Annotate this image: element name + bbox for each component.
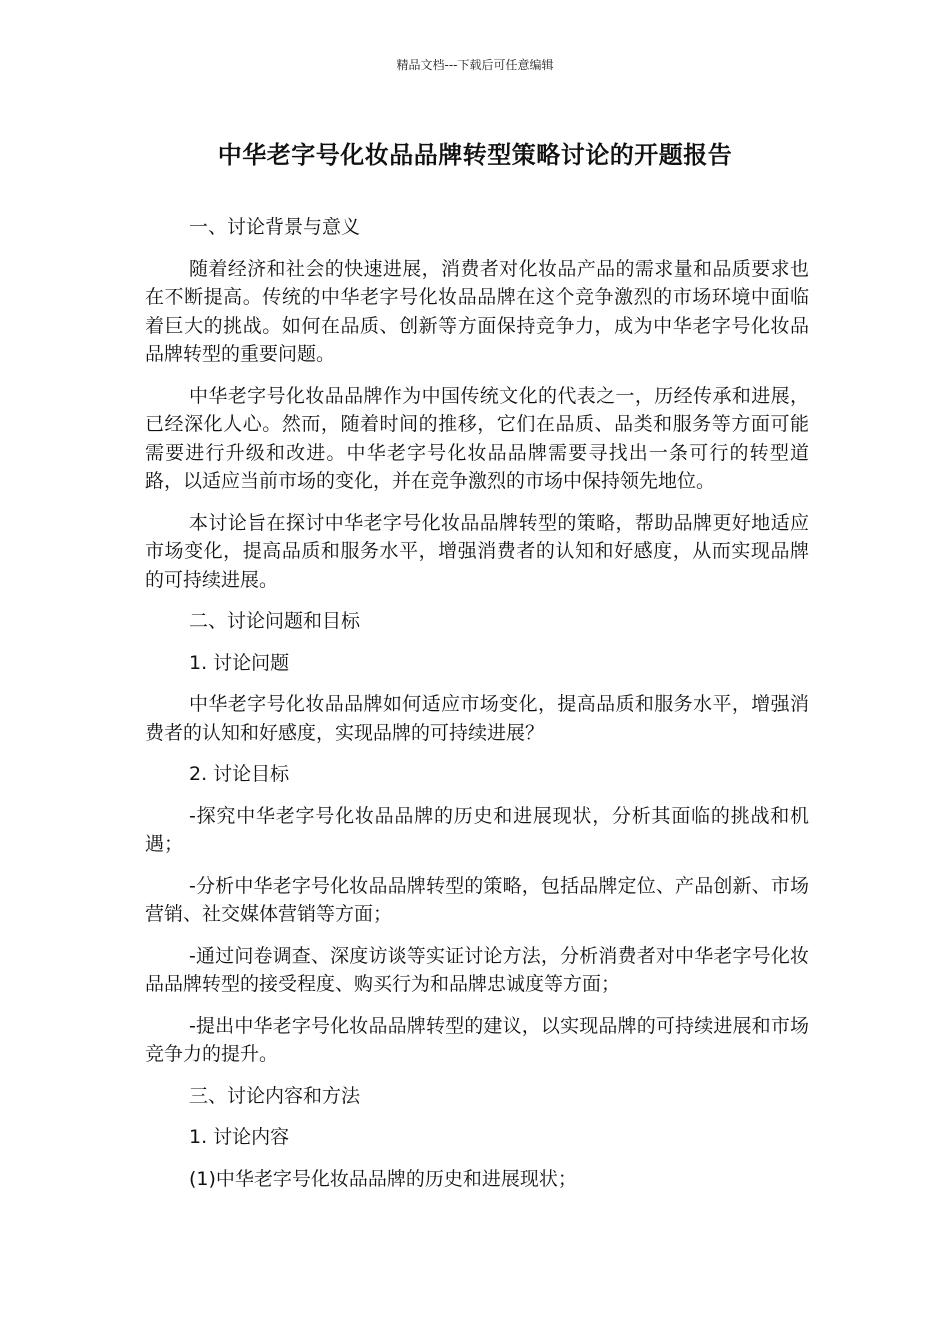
paragraph-background-2: 中华老字号化妆品品牌作为中国传统文化的代表之一，历经传承和进展，已经深化人心。然而，随着时间的推移，它们在品质、品类和服务等方面可能需要进行升级和改进。中华老字号化妆品品牌需要寻找出一条可行的转型道路，以适应当前市场的变化，并在竞争激烈的市场中保持领先地位。 [145,384,809,492]
paragraph-question: 中华老字号化妆品品牌如何适应市场变化，提高品质和服务水平，增强消费者的认知和好感度，实现品牌的可持续进展？ [145,693,809,744]
document-body [145,213,809,1206]
subheading-goals: 2. 讨论目标 [189,763,290,785]
goal-item-1: -探究中华老字号化妆品品牌的历史和进展现状，分析其面临的挑战和机遇； [145,804,809,855]
goal-item-3: -通过问卷调查、深度访谈等实证讨论方法，分析消费者对中华老字号化妆品品牌转型的接受程度、购买行为和品牌忠诚度等方面； [145,944,809,995]
section-heading-content-methods: 三、讨论内容和方法 [189,1084,361,1107]
subheading-content: 1. 讨论内容 [189,1126,290,1148]
header-note: 精品文档---下载后可任意编辑 [396,58,554,72]
section-heading-questions-goals: 二、讨论问题和目标 [189,610,361,632]
section-heading-background: 一、讨论背景与意义 [189,216,361,238]
subheading-questions: 1. 讨论问题 [189,651,290,674]
document-title: 中华老字号化妆品品牌转型策略讨论的开题报告 [217,141,733,169]
paragraph-background-1: 随着经济和社会的快速进展，消费者对化妆品产品的需求量和品质要求也在不断提高。传统的中华老字号化妆品品牌在这个竞争激烈的市场环境中面临着巨大的挑战。如何在品质、创新等方面保持竞争力，成为中华老字号化妆品品牌转型的重要问题。 [145,257,809,365]
goal-item-4: -提出中华老字号化妆品品牌转型的建议，以实现品牌的可持续进展和市场竞争力的提升。 [145,1014,809,1065]
paragraph-background-3: 本讨论旨在探讨中华老字号化妆品品牌转型的策略，帮助品牌更好地适应市场变化，提高品质和服务水平，增强消费者的认知和好感度，从而实现品牌的可持续进展。 [145,511,809,591]
goal-item-2: -分析中华老字号化妆品品牌转型的策略，包括品牌定位、产品创新、市场营销、社交媒体营销等方面； [145,874,809,925]
content-item-1: (1)中华老字号化妆品品牌的历史和进展现状； [189,1167,577,1190]
